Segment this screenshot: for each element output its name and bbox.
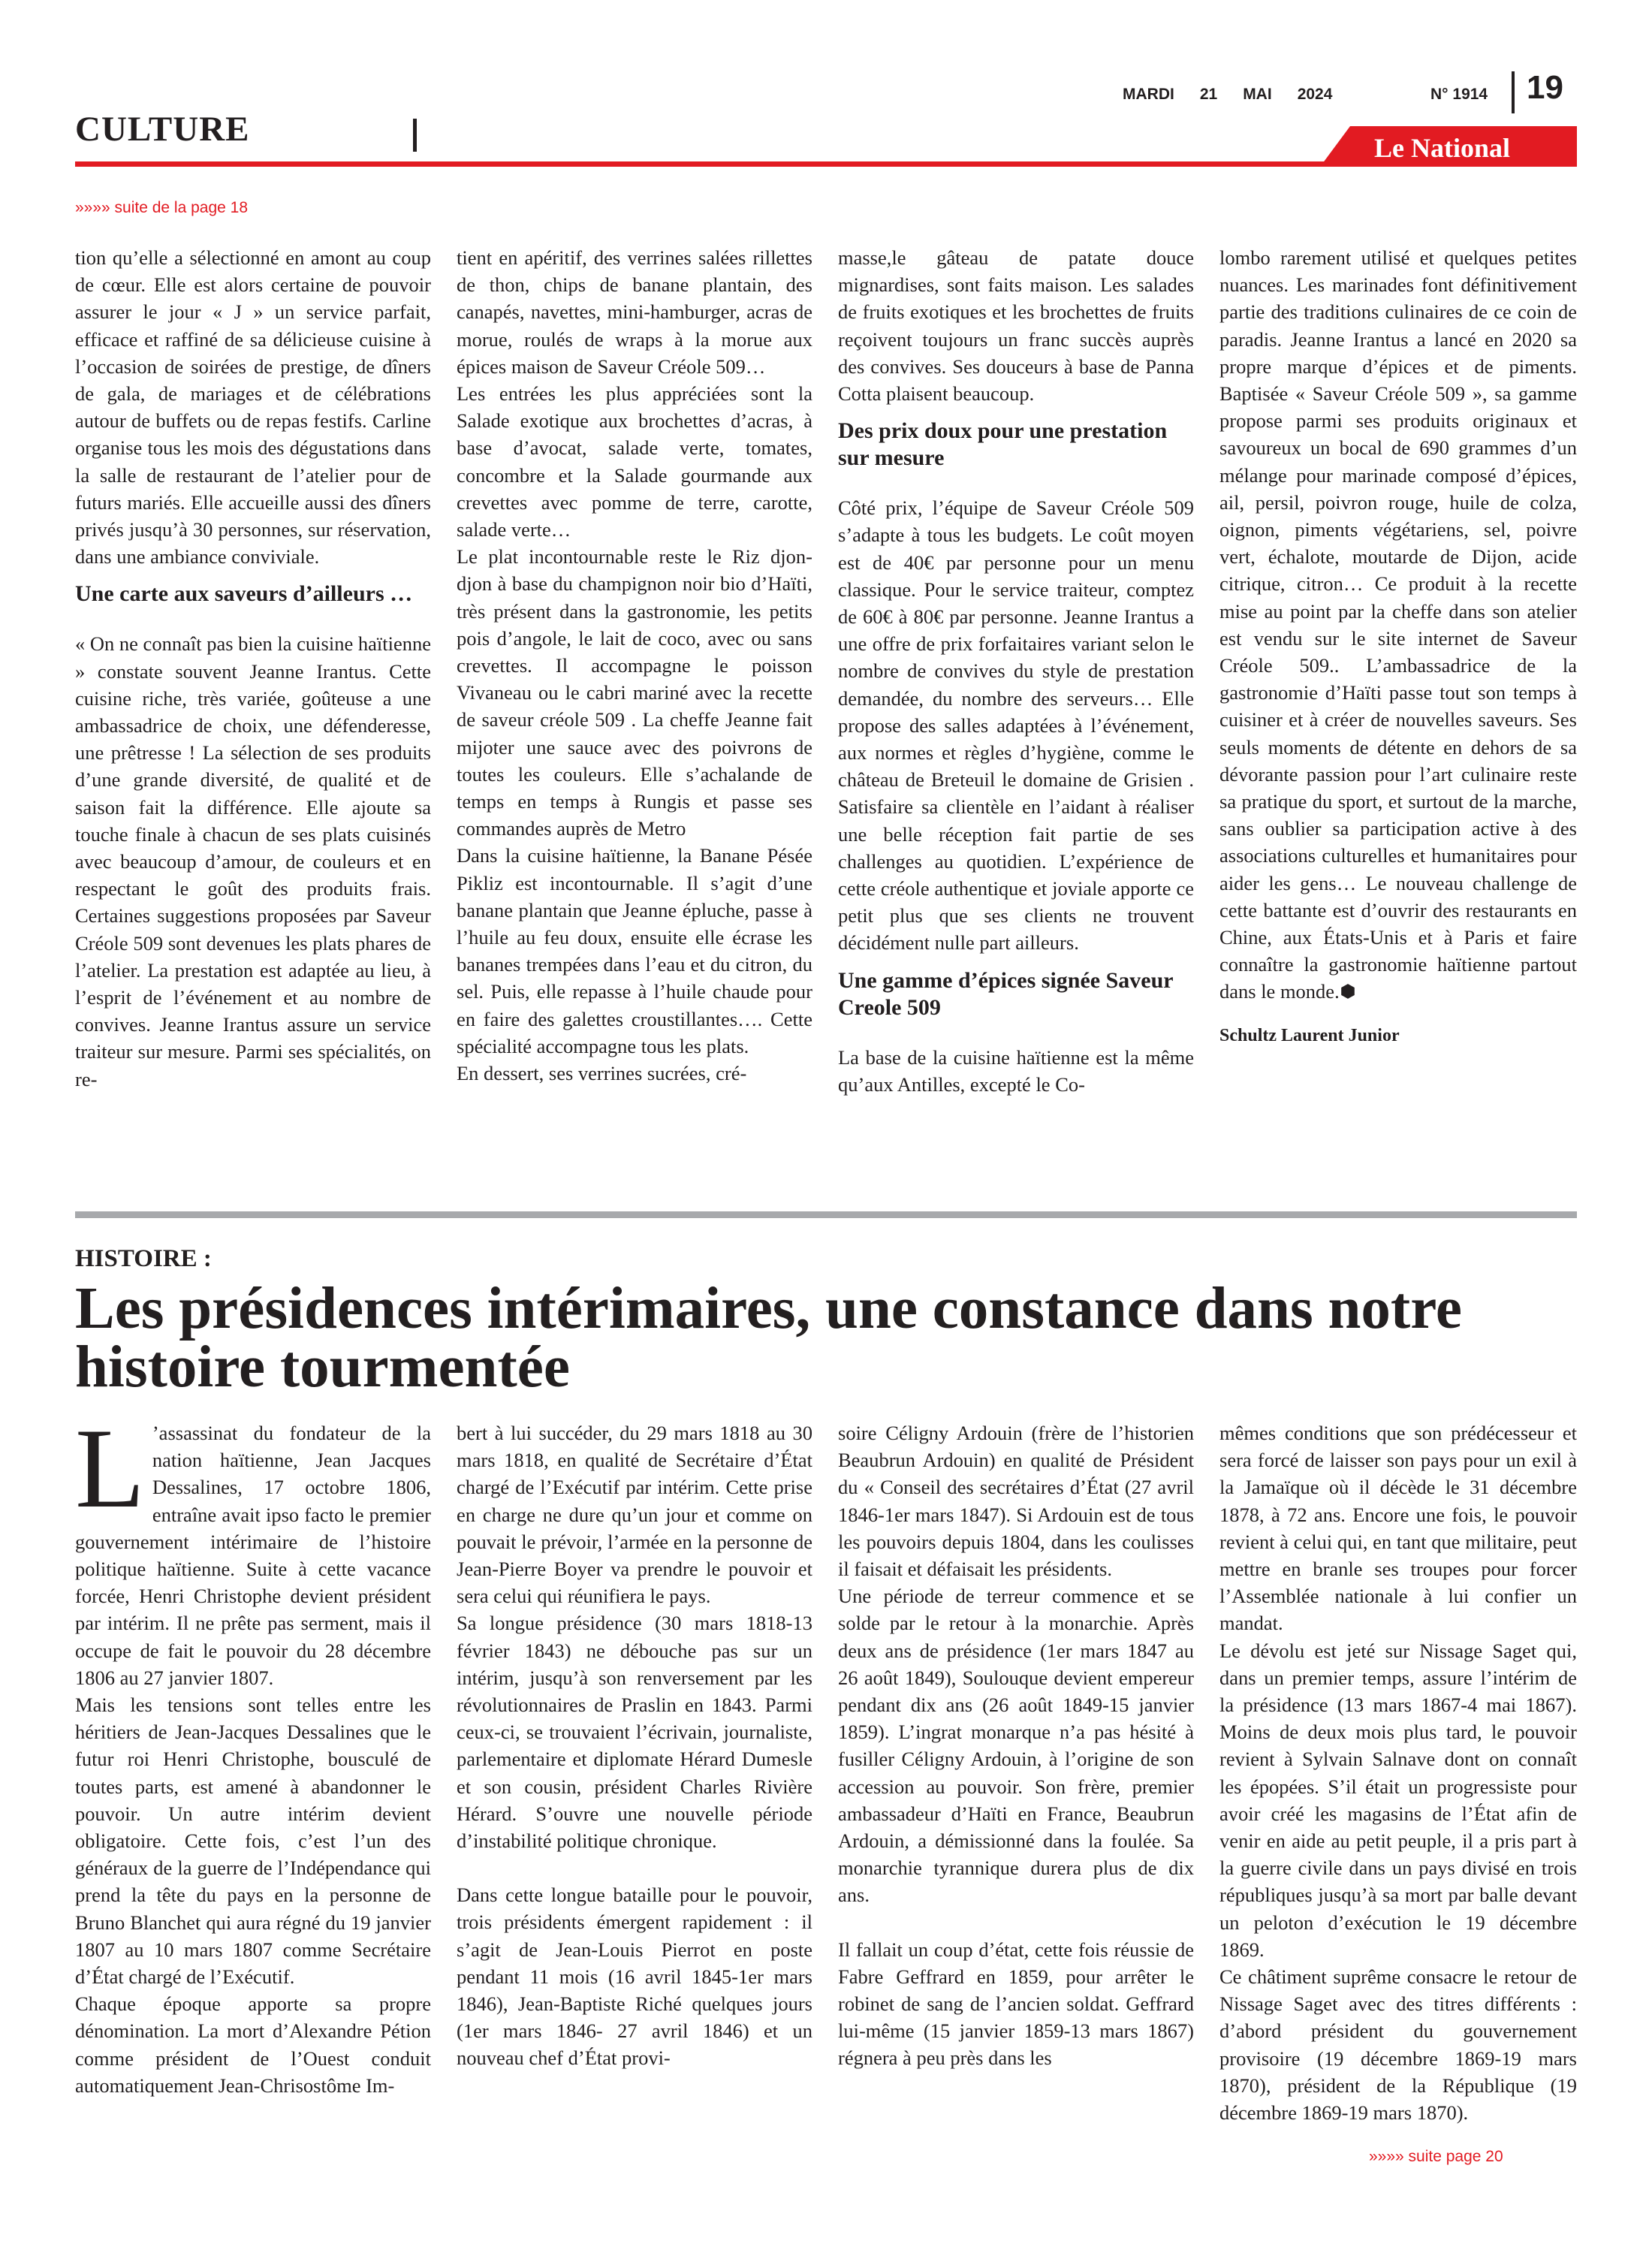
article1-paragraph: Côté prix, l’équipe de Saveur Créole 509 s’adapte à tous les budgets. Le coût moyen est de 40€ par personne pour un menu classique. Pour le service traiteur, comptez de 60€ à 80€ par personne. Jeanne Irantus a une offre de prix forfaitaires variant selon le nombre de convives du style de prestation demandée, du nombre des serveurs… Elle propose des salles adaptées à l’événement, aux normes et règles d’hygiène, comme le château de Breteuil le domaine de Grisien . Satisfaire sa clientèle en l’aidant à réaliser une belle réception fait partie de ses challenges au quotidien. L’expérience de cette créole authentique et joviale apporte ce petit plus que ses clients ne trouvent décidément nulle part ailleurs.: [838, 496, 1194, 955]
dateline-year: 2024: [1297, 86, 1333, 103]
dateline-date: 21: [1199, 86, 1218, 103]
issue-number: N° 1914: [1430, 86, 1488, 103]
byline: Schultz Laurent Junior: [1219, 1025, 1400, 1045]
article2-paragraph: Il fallait un coup d’état, cette fois réussie de Fabre Geffrard en 1859, pour arrêter le robinet de sang de l’ancien soldat. Geffrard lui-même (15 janvier 1859-13 mars 1867) régnera à peu près dans les: [838, 1938, 1194, 2070]
article1-subheading: Une carte aux saveurs d’ailleurs …: [75, 581, 413, 607]
article1-paragraph: La base de la cuisine haïtienne est la même qu’aux Antilles, excepté le Co-: [838, 1045, 1194, 1096]
article2-column-4: [1219, 1419, 1577, 2126]
continued-from-link[interactable]: »»»» suite de la page 18: [75, 199, 249, 216]
article-separator: [75, 1211, 1577, 1218]
article2-paragraph: bert à lui succéder, du 29 mars 1818 au 30 mars 1818, en qualité de Secrétaire d’État chargé de l’Exécutif par intérim. Cette prise en charge ne dure qu’un jour et comme on pouvait le prévoir, l’armée en la personne de Jean-Pierre Boyer va prendre le pouvoir et sera celui qui réunifiera le pays.: [457, 1422, 812, 1608]
section-title: CULTURE: [75, 110, 250, 149]
dateline: [1123, 86, 1358, 104]
article1-subheading: Une gamme d’épices signée Saveur Creole 509: [838, 967, 1174, 1020]
drop-cap: L: [75, 1405, 145, 1531]
continued-on-link[interactable]: »»»» suite page 20: [1369, 2148, 1503, 2165]
article2-paragraph: [75, 1405, 431, 1691]
page-number: 19: [1527, 69, 1563, 106]
paragraph-gap: [838, 1909, 1194, 1936]
article2-paragraph: soire Céligny Ardouin (frère de l’historien Beaubrun Ardouin) en qualité de Président du « Conseil des secrétaires d’État (27 avril 1846-1er mars 1847). Si Ardouin est de tous les pouvoirs depuis 1804, dans les coulisses il faisait et défaisait les présidents.: [838, 1422, 1194, 1581]
page-number-divider: [1512, 71, 1515, 113]
article2-column-1: [75, 1405, 431, 2099]
dateline-day: MARDI: [1123, 86, 1174, 103]
article1-final-text: lombo rarement utilisé et quelques petites nuances. Les marinades font définitivement partie des traditions culinaires de ce coin de paradis. Jeanne Irantus a lancé en 2020 sa propre marque d’épices et de piments. Baptisée « Saveur Créole 509 », sa gamme propose parmi ses produits originaux et savoureux un bocal de 690 grammes d’un mélange pour marinade composé d’épices, ail, persil, poivron rouge, huile de colza, oignon, piments végétariens, sel, poivre vert, échalote, moutarde de Dijon, acide citrique, citron… Ce produit à la recette mise au point par la cheffe dans son atelier est vendu sur le site internet de Saveur Créole 509.. L’ambassadrice de la gastronomie d’Haïti passe tout son temps à cuisiner et à créer de nouvelles saveurs. Ses seuls moments de détente en dehors de sa dévorante passion pour l’art culinaire reste sa pratique du sport, et surtout de la marche, sans oublier sa participation active à des associations culturelles et humanitaires pour aider les gens… Le nouveau challenge de cette battante est d’ouvrir des restaurants en Chine, aux États-Unis et à Paris et faire connaître la gastronomie haïtienne partout dans le monde.: [1219, 246, 1577, 1003]
end-mark-icon: [1340, 983, 1356, 1000]
paragraph-gap: [457, 1854, 812, 1881]
article2-paragraph: Le dévolu est jeté sur Nissage Saget qui, dans un premier temps, assure l’intérim de la présidence (13 mars 1867-4 mai 1867). Moins de deux mois plus tard, le pouvoir revient à Sylvain Salnave dont on connaît les épopées. S’il était un progressiste pour avoir créé les magasins de l’État afin de venir en aide au petit peuple, il a pris part à la guerre civile dans un pays divisé en trois républiques jusqu’à sa mort par balle devant un peloton d’exécution le 19 décembre 1869.: [1219, 1639, 1577, 1961]
article2-paragraph: Chaque époque apporte sa propre dénomination. La mort d’Alexandre Pétion comme président de l’Ouest conduit automatiquement Jean-Chrisostôme Im-: [75, 1992, 431, 2097]
article2-headline: Les présidences intérimaires, une constance dans notre histoire tourmentée: [75, 1276, 1462, 1400]
article1-column-3: [838, 244, 1194, 1098]
article1-paragraph: [1219, 244, 1577, 1006]
article1-paragraph: En dessert, ses verrines sucrées, cré-: [457, 1062, 747, 1085]
article2-kicker: HISTOIRE :: [75, 1245, 212, 1272]
article2-paragraph: Dans cette longue bataille pour le pouvoir, trois présidents émergent rapidement : il s’agit de Jean-Louis Pierrot en poste pendant 11 mois (16 avril 1845-1er mars 1846), Jean-Baptiste Riché quelques jours (1er mars 1846- 27 avril 1846) et un nouveau chef d’État provi-: [457, 1884, 812, 2070]
article1-paragraph: tion qu’elle a sélectionné en amont au coup de cœur. Elle est alors certaine de pouvoir assurer le jour « J » un service parfait, efficace et raffiné de sa délicieuse cuisine à l’occasion de soirées de prestige, de dîners de gala, de mariages et de célébrations autour de buffets ou de repas festifs. Carline organise tous les mois des dégustations dans la salle de restaurant de l’atelier pour de futurs mariés. Elle accueille aussi des dîners privés jusqu’à 30 personnes, sur réservation, dans une ambiance conviviale.: [75, 246, 431, 569]
article1-subheading: Des prix doux pour une prestation sur mesure: [838, 418, 1168, 471]
article2-paragraph: Ce châtiment suprême consacre le retour de Nissage Saget avec des titres différents : d’abord président du gouvernement provisoire (19 décembre 1869-19 mars 1870), président de la République (19 décembre 1869-19 mars 1870).: [1219, 1965, 1577, 2125]
article1-paragraph: Le plat incontournable reste le Riz djon-djon à base du champignon noir bio d’Haïti, très présent dans la gastronomie, les petits pois d’angole, le lait de coco, avec ou sans crevettes. Il accompagne le poisson Vivaneau ou le cabri mariné avec la recette de saveur créole 509 . La cheffe Jeanne fait mijoter une sauce avec des poivrons de toutes les couleurs. Elle s’achalande de temps en temps à Rungis et passe ses commandes auprès de Metro: [457, 545, 812, 840]
article1-paragraph: Les entrées les plus appréciées sont la Salade exotique aux brochettes d’acras, à base d’avocat, salade verte, tomates, concombre et la Salade gourmande aux crevettes avec pomme de terre, carotte, salade verte…: [457, 382, 812, 541]
article1-column-2: [457, 244, 812, 1087]
article1-column-4: [1219, 244, 1577, 1049]
article1-paragraph: « On ne connaît pas bien la cuisine haïtienne » constate souvent Jeanne Irantus. Cette cuisine riche, très variée, goûteuse a une ambassadrice de choix, une défenderesse, une prêtresse ! La sélection de ses produits d’une grande diversité, de qualité et de saison fait la différence. Elle ajoute sa touche finale à chacun de ses plats cuisinés avec beaucoup d’amour, de couleurs et en respectant le goût des produits frais. Certaines suggestions proposées par Saveur Créole 509 sont devenues les plats phares de l’atelier. La prestation est adaptée au lieu, à l’esprit de l’événement et au nombre de convives. Jeanne Irantus assure un service traiteur sur mesure. Parmi ses spécialités, on re-: [75, 632, 431, 1090]
article1-paragraph: Dans la cuisine haïtienne, la Banane Pésée Pikliz est incontournable. Il s’agit d’une banane plantain que Jeanne épluche, passe à l’huile au feu doux, ensuite elle écrase les bananes trempées dans l’eau et du citron, du sel. Puis, elle repasse à l’huile chaude pour en faire des galettes croustillantes…. Cette spécialité accompagne tous les plats.: [457, 844, 812, 1057]
brand-name: Le National: [1374, 133, 1511, 163]
article1-paragraph: masse,le gâteau de patate douce mignardises, sont faits maison. Les salades de fruits exotiques et les brochettes de fruits reçoivent toujours un franc succès auprès des convives. Ses douceurs à base de Panna Cotta plaisent beaucoup.: [838, 246, 1194, 406]
article2-column-2: [457, 1419, 812, 2072]
article2-paragraph: Sa longue présidence (30 mars 1818-13 février 1843) ne débouche pas sur un intérim, jusqu’à son renversement par les révolutionnaires de Praslin en 1843. Parmi ceux-ci, se trouvaient l’écrivain, journaliste, parlementaire et diplomate Hérard Dumesle et son cousin, président Charles Rivière Hérard. S’ouvre une nouvelle période d’instabilité politique chronique.: [457, 1612, 812, 1853]
article2-paragraph: Mais les tensions sont telles entre les héritiers de Jean-Jacques Dessalines que le futur roi Henri Christophe, bousculé de toutes parts, est amené à abandonner le pouvoir. Un autre intérim devient obligatoire. Cette fois, c’est l’un des généraux de la guerre de l’Indépendance qui prend la tête du pays en la personne de Bruno Blanchet qui aura régné du 19 janvier 1807 au 10 mars 1807 comme Secrétaire d’État chargé de l’Exécutif.: [75, 1694, 431, 1989]
article2-paragraph: Une période de terreur commence et se solde par le retour à la monarchie. Après deux ans de présidence (1er mars 1847 au 26 août 1849), Soulouque devient empereur pendant dix ans (26 août 1849-15 janvier 1859). L’ingrat monarque n’a pas hésité à fusiller Céligny Ardouin, à l’origine de son accession au pouvoir. Son frère, premier ambassadeur d’Haïti en France, Beaubrun Ardouin, a démissionné dans la foulée. Sa monarchie tyrannique durera plus de dix ans.: [838, 1585, 1194, 1907]
article2-column-3: [838, 1419, 1194, 2072]
article1-column-1: [75, 244, 431, 1093]
section-divider: [413, 119, 417, 152]
article2-paragraph: mêmes conditions que son prédécesseur et sera forcé de laisser son pays pour un exil à la Jamaïque où il décède le 31 décembre 1878, à 72 ans. Encore une fois, le pouvoir revient à celui qui, en tant que militaire, peut mettre en branle ses troupes pour forcer l’Assemblée nationale à lui confier un mandat.: [1219, 1422, 1577, 1635]
article2-opening-text: ’assassinat du fondateur de la nation haïtienne, Jean Jacques Dessalines, 17 octobre 1806, entraîne avait ipso facto le premier gouvernement intérimaire de l’histoire politique haïtienne. Suite à cette vacance forcée, Henri Christophe devient président par intérim. Il ne prête pas serment, mais il occupe de fait le pouvoir du 28 décembre 1806 au 27 janvier 1807.: [75, 1422, 431, 1689]
dateline-month: MAI: [1243, 86, 1272, 103]
article1-paragraph: tient en apéritif, des verrines salées rillettes de thon, chips de banane plantain, des canapés, navettes, mini-hamburger, acras de morue, roulés de wraps à la morue aux épices maison de Saveur Créole 509…: [457, 246, 812, 378]
